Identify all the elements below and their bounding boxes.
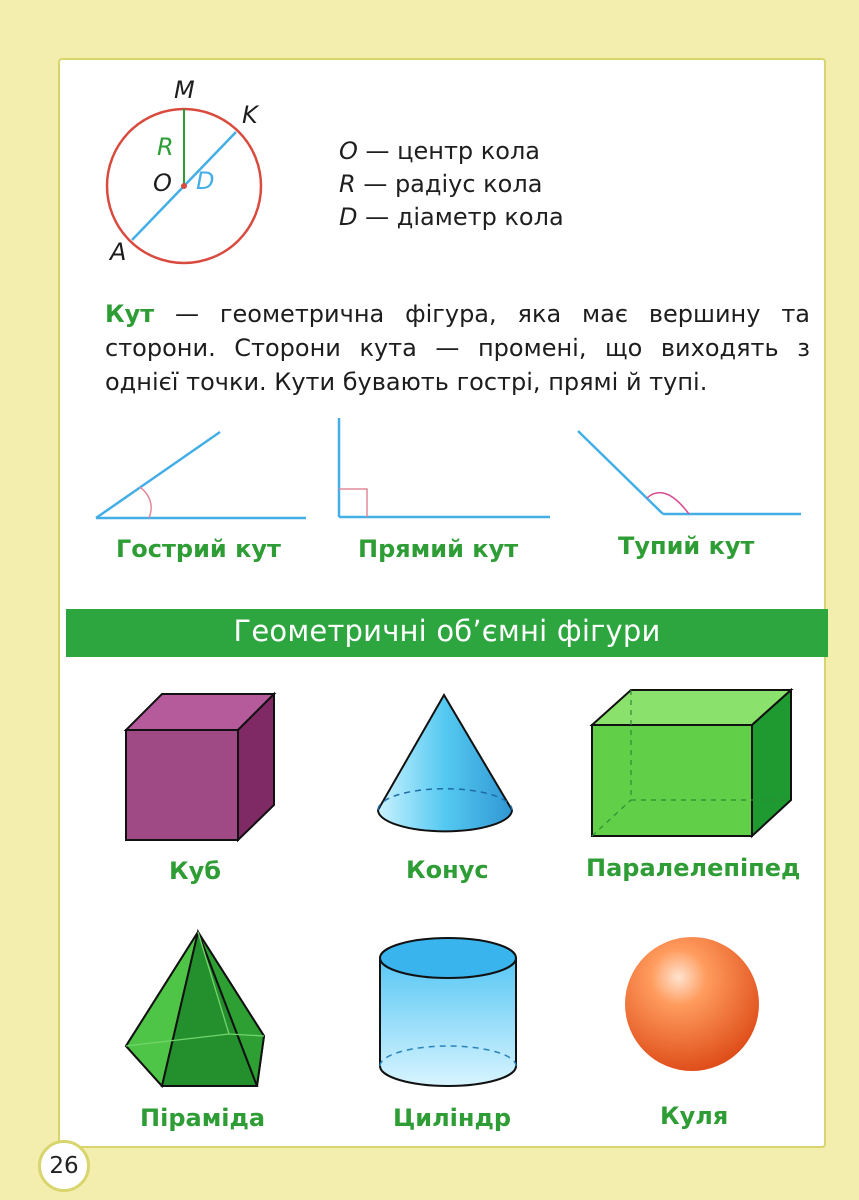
right-angle-label: Прямий кут [358, 535, 519, 563]
obtuse-angle-label: Тупий кут [618, 532, 755, 560]
cube-label: Куб [169, 857, 222, 885]
point-label-k: K [242, 101, 258, 129]
cube-figure [126, 694, 274, 840]
cylinder-label: Циліндр [393, 1104, 512, 1132]
sphere-figure [625, 937, 759, 1071]
cylinder-figure [380, 938, 516, 1086]
legend-text-diameter: — діаметр кола [357, 203, 564, 231]
legend-symbol-r: R [339, 170, 356, 198]
legend-text-center: — центр кола [357, 137, 541, 165]
radius-label: R [157, 133, 174, 161]
point-label-m: M [174, 76, 195, 104]
cone-figure [378, 695, 512, 831]
legend-text-radius: — радіус кола [355, 170, 543, 198]
parallelepiped-figure [592, 690, 791, 836]
point-label-a: A [110, 238, 127, 266]
page-number: 26 [38, 1140, 90, 1192]
definition-term: Кут [105, 300, 155, 328]
legend-symbol-o: O [339, 137, 358, 165]
legend-symbol-d: D [339, 203, 358, 231]
parallelepiped-label: Паралелепіпед [586, 854, 801, 882]
acute-angle-label: Гострий кут [116, 535, 281, 563]
pyramid-label: Піраміда [140, 1104, 266, 1132]
point-label-o: O [153, 169, 172, 197]
diameter-label: D [196, 167, 215, 195]
sphere-label: Куля [660, 1102, 729, 1130]
section-title: Геометричні об’ємні фігури [233, 614, 661, 648]
pyramid-figure [126, 932, 264, 1086]
definition-text: — геометрична фігура, яка має вершину та сторони. Сторони кута — промені, що виходять з однієї точки. Кути бувають гострі, прямі й тупі. [105, 300, 810, 396]
cone-label: Конус [406, 856, 489, 884]
